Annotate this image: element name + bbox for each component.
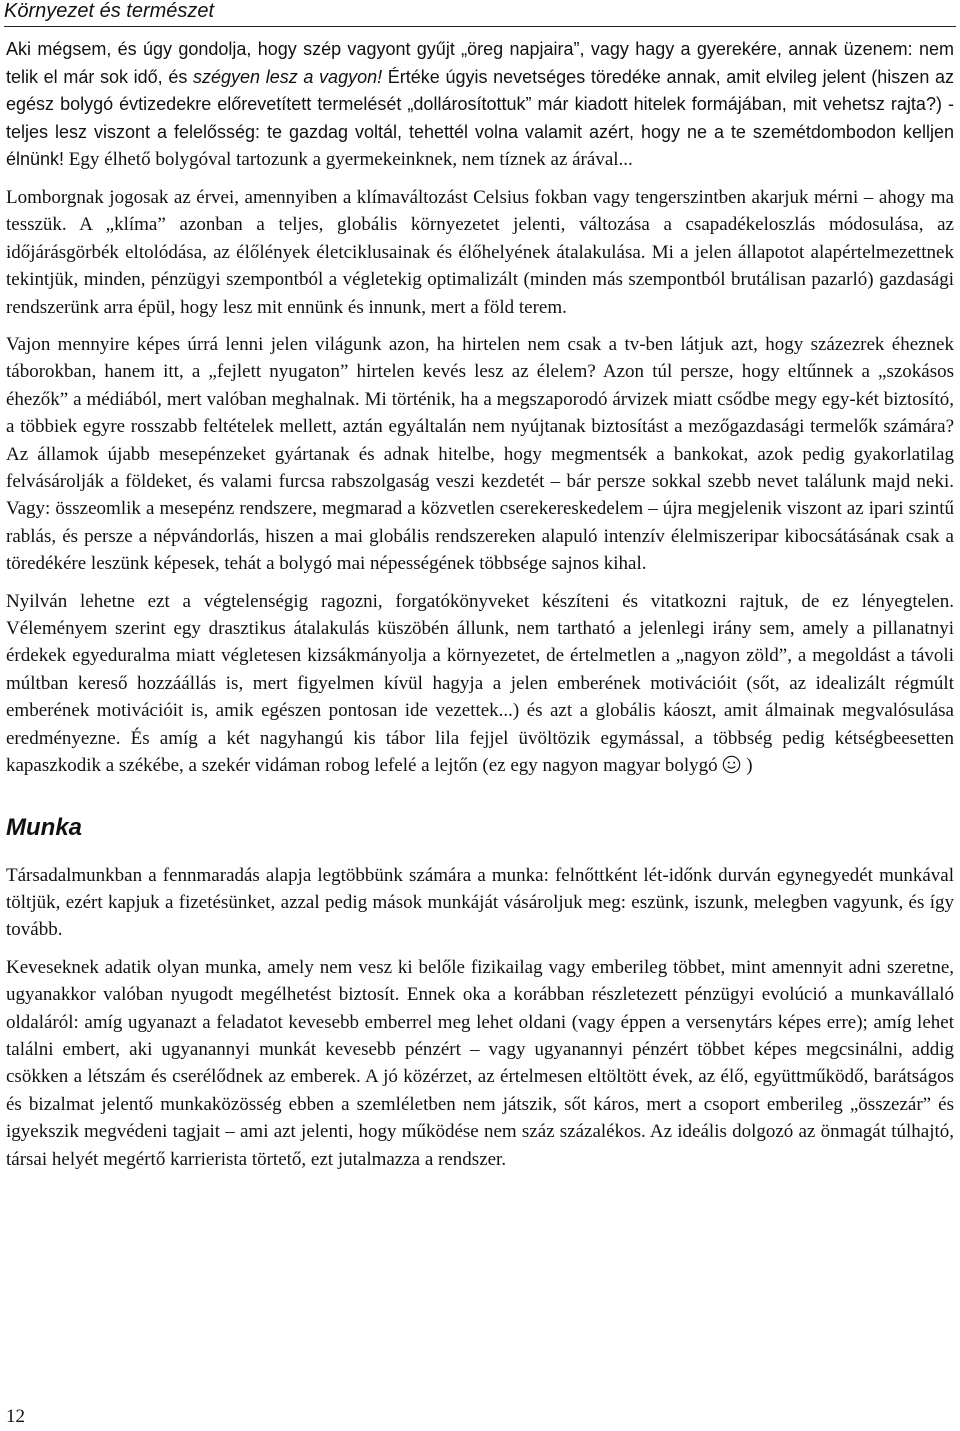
paragraph-transformation	[6, 588, 954, 780]
paragraph-lomborg	[6, 184, 954, 321]
running-header-title: Környezet és természet	[4, 0, 215, 22]
paragraph-transformation-text: Nyilván lehetne ezt a végtelenségig ragozni, forgatókönyveket készíteni és vitatkozni rajtuk, de ez lényegtelen. Véleményem szerint egy drasztikus átalakulás küszöbén állunk, nem tartható a jelenlegi irány sem, amely a pillanatnyi érdekek egyeduralma miatt végletesen kizsákmányolja a környezetet, de értelmetlen a „nagyon zöld”, a megoldást a távoli múltban kereső hozzáállás is, mert figyelmen kívül hagyja a jelen emberének motivációit (sőt, az idealizált régmúlt emberének motivációit is, amik egészen pontosan ide vezettek...) és azt a globális káoszt, amit álmainak megvalósulása eredményezne. És amíg a két nagyhangú kis tábor lila fejjel üvöltözik egymással, a többség pedig kétségbeesetten kapaszkodik a székébe, a szekér vidáman robog lefelé a lejtőn (ez egy nagyon magyar bolygó	[6, 590, 954, 777]
paragraph-wealth-emphasis: szégyen lesz a vagyon!	[193, 66, 383, 87]
paragraph-wealth-text-c: Egy élhető bolygóval tartozunk a gyermekeinknek, nem tíznek az árával...	[64, 149, 633, 171]
paragraph-wealth	[6, 36, 954, 174]
section-title-munka: Munka	[6, 813, 83, 841]
paragraph-transformation-end: )	[741, 755, 753, 777]
paragraph-lomborg-text-a: Lomborgnak jogosak az érvei, amennyiben a klímaváltozást Celsius fokban vagy tengerszintben akarjuk mérni – ahogy ma tesszük.	[6, 186, 954, 236]
page-number: 12	[6, 1406, 25, 1427]
paragraph-lomborg-text-b: A „klíma” azonban a teljes, globális környezetet jelenti, változása a csapadékeloszlás módosulása, az időjárásgörbék eltolódása, az élőlények életciklusainak és élőhelyének átalakulása. Mi a jelen állapotot alapértelmezettnek tekintjük, minden, pénzügyi szempontból a végletekig optimalizált (minden más szempontból brutálisan pazarló) gazdasági rendszerünk arra épül, hogy lesz mit ennünk és innunk, mert a föld terem.	[6, 214, 954, 318]
paragraph-food-crisis: Vajon mennyire képes úrrá lenni jelen világunk azon, ha hirtelen nem csak a tv-ben látjuk azt, hogy százezrek éheznek táborokban, hanem itt, a „fejlett nyugaton” hirtelen kevés lesz az élelem? Azon túl persze, hogy eltűnnek a „szokásos éhezők” a médiából, mert valóban meghalnak. Mi történik, ha a megszaporodó árvizek miatt csődbe megy egy-két biztosító, a többiek egyre rosszabb feltételek mellett, aztán egyáltalán nem nyújtanak biztosítást a mezőgazdasági termelők számára? Az államok újabb mesepénzeket gyártanak és adnak hitelbe, hogy megmentsék a bankokat, azok pedig gyakorlatilag felvásárolják a földeket, és valami furcsa rabszolgaság veszi kezdetét – bár persze sokkal szebb nevet találunk majd neki. Vagy: összeomlik a mesepénz rendszere, megmarad a közvetlen cserekereskedelem – újra megjelenik viszont az ipari szintű rablás, és persze a népvándorlás, hiszen a mai globális rendszereken alapuló intenzív élelmiszeripar kibocsátásának csak a töredékére leszünk képesek, tehát a bolygó mai népességének többsége sajnos kihal.	[6, 334, 954, 575]
paragraph-work-few: Keveseknek adatik olyan munka, amely nem vesz ki belőle fizikailag vagy emberileg többet, mint amennyit adni szeretne, ugyanakkor valóban nyugodt megélhetést biztosít. Ennek oka a korábban részletezett pénzügyi evolúció a munkavállaló oldaláról: amíg ugyanazt a feladatot kevesebb emberrel meg lehet oldani (vagy éppen a versenytárs képes erre); amíg lehet találni embert, aki ugyanannyi munkát kevesebb pénzért – vagy ugyanannyi pénzért többet képes megcsinálni, addig csökken a létszám és cserélődnek az emberek. A jó közérzet, az értelmesen eltöltött évek, az élő, együttműködő, barátságos és bizalmat jelentő munkaközösség ebben a szemléletben nem játszik, sőt káros, mert a csoport emberileg „összezár” és igyekszik megvédeni tagjait – ami azt jelenti, hogy működése nem száz százalékos. Az ideális dolgozó az önmagát túlhajtó, társai helyét megértő karrierista törtető, ezt jutalmazza a rendszer.	[6, 956, 954, 1170]
smiley-icon	[722, 755, 741, 774]
page-content	[6, 36, 954, 1183]
paragraph-wealth-text-a: Aki mégsem, és úgy gondolja, hogy szép vagyont gyűjt „öreg napjaira”, vagy hagy a gyerekére, annak üzenem: nem telik el már sok idő, és	[6, 39, 954, 87]
running-header	[4, 0, 956, 27]
paragraph-wealth-text-b: Értéke úgyis nevetséges töredéke annak, amit elvileg jelent (hiszen az egész bolygó évtizedekre előrevetített termelését „dollárosítottuk” már kiadott hitelek formájában, mit vehetsz rajta?) - teljes lesz viszont a felelősség: te gazdag voltál, tehettél volna valamit azért, hogy ne a te szemétdombodon kelljen élnünk!	[6, 66, 954, 170]
paragraph-work-basis: Társadalmunkban a fennmaradás alapja legtöbbünk számára a munka: felnőttként lét-időnk durván egynegyedét munkával töltjük, ezért kapjuk a fizetésünket, azzal pedig mások munkáját vásároljuk meg: eszünk, iszunk, melegben vagyunk, és így tovább.	[6, 864, 954, 941]
